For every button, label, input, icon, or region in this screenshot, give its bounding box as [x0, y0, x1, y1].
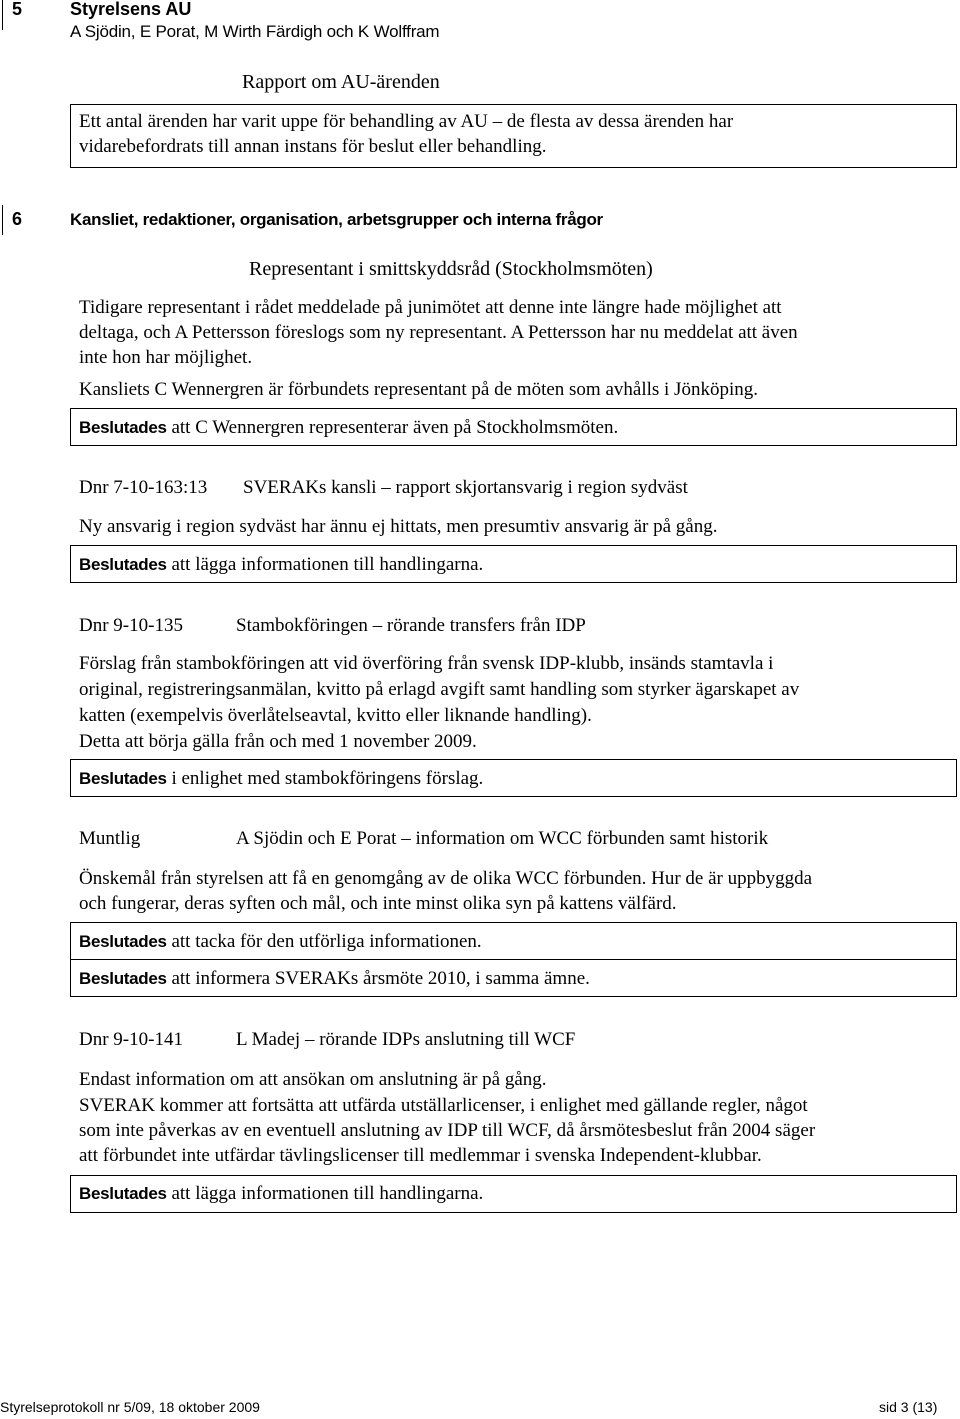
decision-line — [79, 415, 939, 441]
paragraph-line: original, registreringsanmälan, kvitto på erlagd avgift samt handling som styrker ägarskapet av — [79, 679, 800, 700]
decision-label: Beslutades — [79, 932, 167, 951]
paragraph-line: som inte påverkas av en eventuell anslutning av IDP till WCF, då årsmötesbeslut från 2004 säger — [79, 1120, 816, 1141]
paragraph-line: inte hon har möjlighet. — [79, 347, 253, 368]
section-members: A Sjödin, E Porat, M Wirth Färdigh och K Wolffram — [70, 22, 440, 41]
subsection-heading: Rapport om AU-ärenden — [242, 71, 440, 93]
section-title: Kansliet, redaktioner, organisation, arbetsgrupper och interna frågor — [70, 210, 603, 229]
decision-label: Beslutades — [79, 769, 167, 788]
item-dnr: Dnr 9-10-141 — [79, 1029, 183, 1050]
paragraph-line: katten (exempelvis överlåtelseavtal, kvitto eller liknande handling). — [79, 705, 592, 726]
item-title: A Sjödin och E Porat – information om WCC förbunden samt historik — [236, 828, 769, 849]
item-title: SVERAKs kansli – rapport skjortansvarig i region sydväst — [243, 477, 688, 498]
section-bar — [2, 0, 3, 30]
paragraph-line: Förslag från stambokföringen att vid överföring från svensk IDP-klubb, insänds stamtavla i — [79, 653, 774, 674]
paragraph-line: deltaga, och A Pettersson föreslogs som ny representant. A Pettersson har nu meddelat att även — [79, 322, 798, 343]
paragraph-line: Tidigare representant i rådet meddelade på junimötet att denne inte längre hade möjlighet att — [79, 297, 782, 318]
section-title: Styrelsens AU — [70, 0, 192, 19]
paragraph-line: och fungerar, deras syften och mål, och inte minst olika syn på kattens välfärd. — [79, 893, 677, 914]
paragraph-line: Kansliets C Wennergren är förbundets representant på de möten som avhålls i Jönköping. — [79, 379, 758, 400]
decision-label: Beslutades — [79, 555, 167, 574]
item-title: L Madej – rörande IDPs anslutning till WCF — [236, 1029, 576, 1050]
decision-text: att tacka för den utförliga informationen. — [166, 931, 482, 952]
paragraph-line: Endast information om att ansökan om anslutning är på gång. — [79, 1069, 547, 1090]
decision-text: att lägga informationen till handlingarna. — [166, 554, 484, 575]
paragraph-line: Detta att börja gälla från och med 1 november 2009. — [79, 731, 477, 752]
decision-text: att C Wennergren representerar även på Stockholmsmöten. — [166, 417, 619, 438]
footer-page-number: sid 3 (13) — [879, 1399, 938, 1415]
report-line: vidarebefordrats till annan instans för beslut eller behandling. — [79, 136, 547, 157]
decision-line — [79, 552, 939, 578]
decision-line — [79, 966, 939, 992]
section-number: 6 — [12, 209, 23, 229]
paragraph-line: SVERAK kommer att fortsätta att utfärda utställarlicenser, i enlighet med gällande regler, något — [79, 1095, 808, 1116]
paragraph-line: Önskemål från styrelsen att få en genomgång av de olika WCC förbunden. Hur de är uppbyggda — [79, 868, 813, 889]
decision-label: Beslutades — [79, 969, 167, 988]
paragraph-line: Ny ansvarig i region sydväst har ännu ej hittats, men presumtiv ansvarig är på gång. — [79, 516, 718, 537]
decision-label: Beslutades — [79, 418, 167, 437]
section-number: 5 — [12, 0, 23, 19]
report-line: Ett antal ärenden har varit uppe för behandling av AU – de flesta av dessa ärenden har — [79, 111, 734, 132]
decision-label: Beslutades — [79, 1184, 167, 1203]
decision-text: i enlighet med stambokföringens förslag. — [166, 768, 484, 789]
decision-line — [79, 929, 939, 955]
decision-line — [79, 1181, 939, 1207]
decision-text: att lägga informationen till handlingarna. — [166, 1183, 484, 1204]
item-dnr: Dnr 9-10-135 — [79, 615, 183, 636]
section-bar — [2, 205, 3, 235]
footer-left: Styrelseprotokoll nr 5/09, 18 oktober 2009 — [0, 1399, 260, 1415]
subsection-heading: Representant i smittskyddsråd (Stockholmsmöten) — [249, 258, 653, 280]
decision-line — [79, 766, 939, 792]
item-dnr: Dnr 7-10-163:13 — [79, 477, 208, 498]
item-title: Stambokföringen – rörande transfers från IDP — [236, 615, 586, 636]
item-dnr: Muntlig — [79, 828, 141, 849]
paragraph-line: att förbundet inte utfärdar tävlingslicenser till medlemmar i svenska Independent-klubbar. — [79, 1145, 762, 1166]
decision-text: att informera SVERAKs årsmöte 2010, i samma ämne. — [166, 968, 590, 989]
